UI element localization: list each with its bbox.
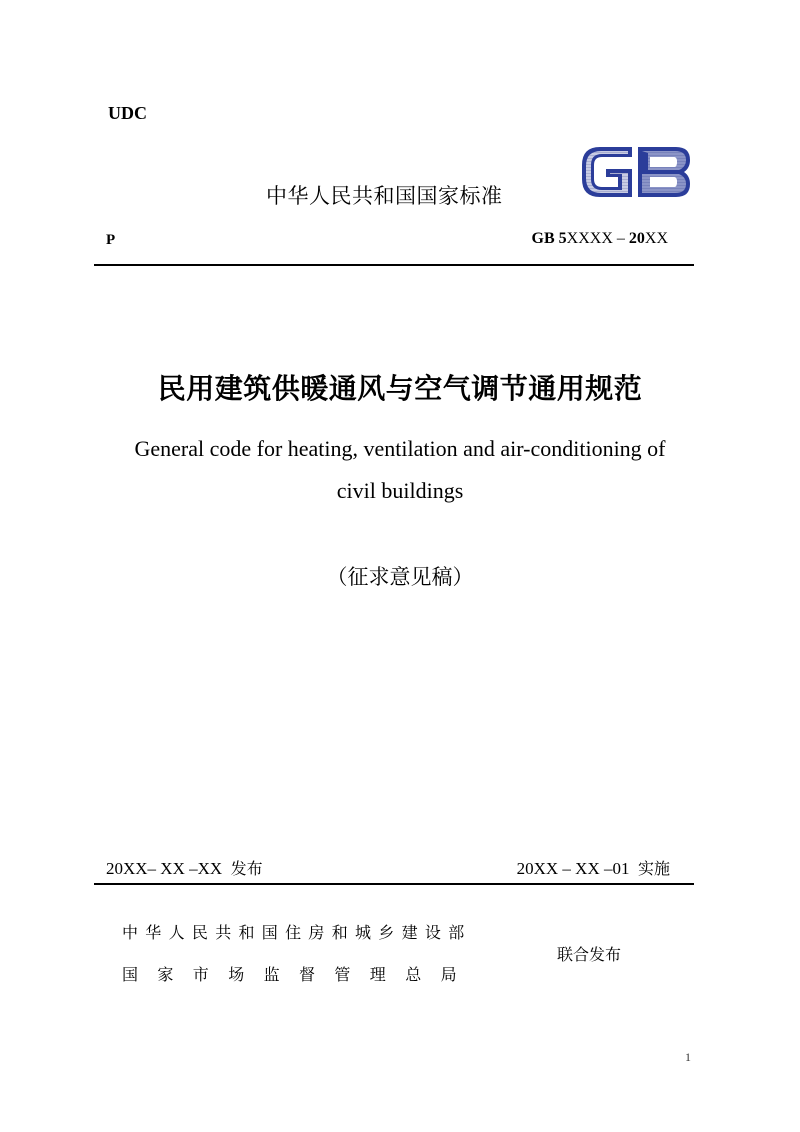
document-title-english-line1: General code for heating, ventilation and air-conditioning of [134,436,666,461]
gb-logo-icon [578,143,694,201]
document-title-chinese: 民用建筑供暖通风与空气调节通用规范 [157,372,643,405]
header-divider [94,264,694,266]
page-number: 1 [685,1050,691,1064]
footer-divider [94,883,694,885]
standard-number-suffix: XX [644,230,668,247]
issue-date: 20XX– XX –XX [106,859,223,878]
national-standard-heading: 中华人民共和国国家标准 [266,184,503,208]
draft-status: （征求意见稿） [326,565,474,589]
issue-date-line [106,856,263,879]
issuer-market-regulation: 国家市场监督管理总局 [122,965,477,984]
udc-label: UDC [108,103,147,123]
document-title-english-line2: civil buildings [336,478,464,503]
classification-code: P [106,232,116,248]
standard-number-year: 20 [628,230,645,247]
implementation-date: 20XX – XX –01 [516,859,630,878]
implementation-label: 实施 [637,859,670,878]
implementation-date-line [517,856,670,879]
standard-number-mid: XXXX – [566,230,629,247]
standard-number-prefix: GB 5 [531,230,567,247]
issue-label: 发布 [230,859,263,878]
joint-issue-label: 联合发布 [557,945,622,964]
standard-number [532,230,668,248]
issuer-ministry-housing: 中华人民共和国住房和城乡建设部 [122,923,472,942]
